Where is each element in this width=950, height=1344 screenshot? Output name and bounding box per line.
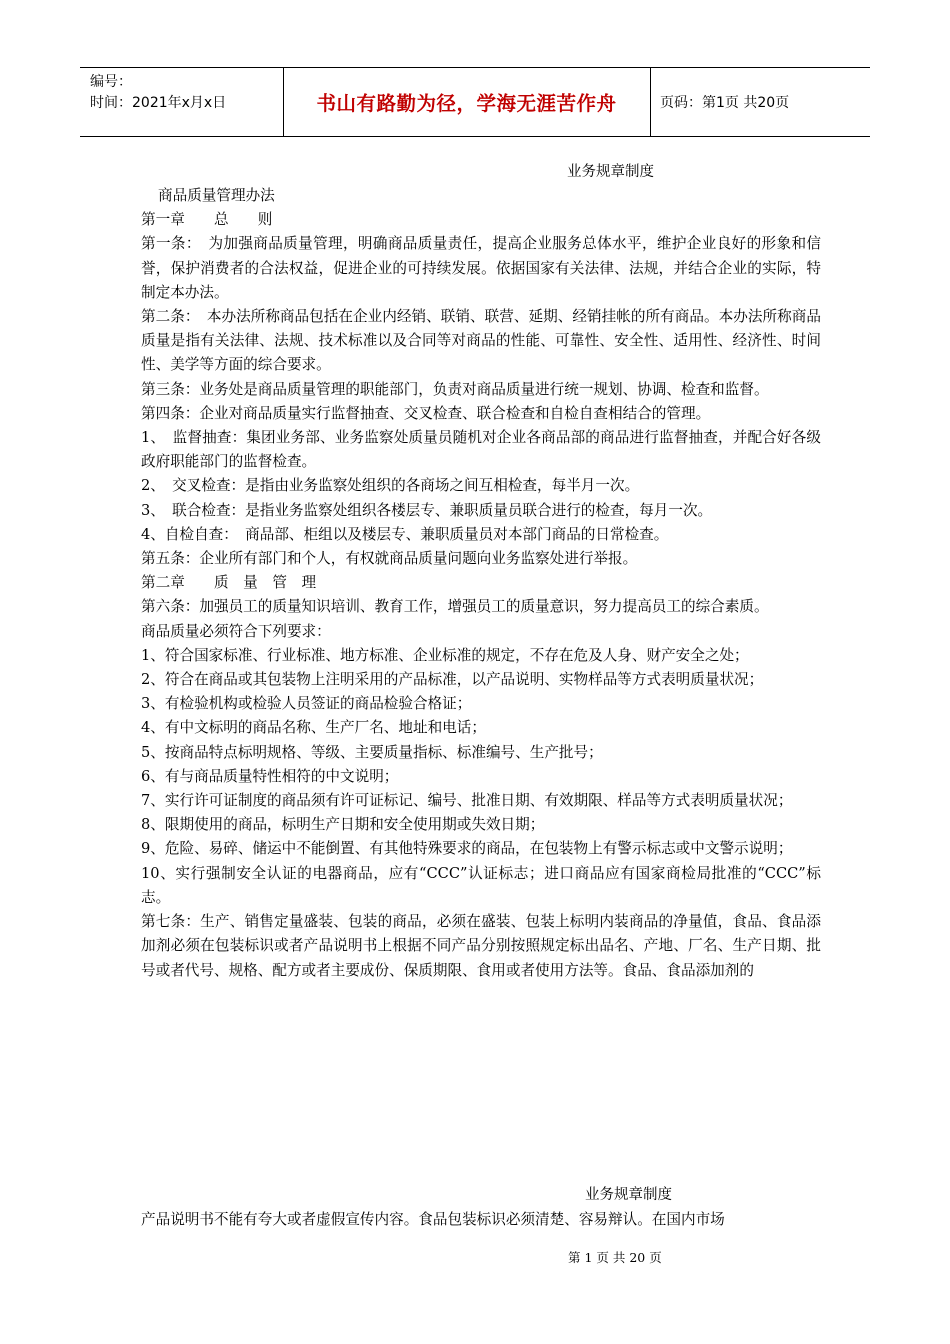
body-paragraph: 第五条：企业所有部门和个人，有权就商品质量问题向业务监察处进行举报。 [141, 550, 638, 568]
time-label: 时间：2021年x月x日 [90, 95, 227, 111]
body-paragraph: 4、自检自查： 商品部、柜组以及楼层专、兼职质量员对本部门商品的日常检查。 [141, 525, 669, 543]
header-motto: 书山有路勤为径，学海无涯苦作舟 [316, 92, 617, 115]
body-paragraph: 第一章 总 则 [141, 211, 273, 229]
header-meta [90, 72, 226, 114]
body-paragraph: 9、危险、易碎、储运中不能倒置、有其他特殊要求的商品，在包装物上有警示标志或中文警示说明； [141, 840, 793, 858]
body-paragraph: 1、 监督抽查：集团业务部、业务监察处质量员随机对企业各商品部的商品进行监督抽查，并配合好各级政府职能部门的监督检查。 [141, 429, 821, 471]
body-paragraph: 第二章 质 量 管 理 [141, 574, 317, 592]
header-page-info: 页码：第1页 共20页 [660, 95, 790, 111]
document-title-repeat: 业务规章制度 [585, 1187, 672, 1203]
page-header [80, 67, 870, 137]
body-paragraph: 10、实行强制安全认证的电器商品，应有“CCC”认证标志；进口商品应有国家商检局批准的“CCC”标志。 [141, 864, 821, 906]
body-paragraph: 第七条：生产、销售定量盛装、包装的商品，必须在盛装、包装上标明内装商品的净量值，食品、食品添加剂必须在包装标识或者产品说明书上根据不同产品分别按照规定标出品名、产地、厂名、生产日期、批号或者代号、规格、配方或者主要成份、保质期限、食用或者使用方法等。食品、食品添加剂的 [141, 913, 821, 979]
body-paragraph: 8、限期使用的商品，标明生产日期和安全使用期或失效日期； [141, 816, 545, 834]
body-paragraph: 第三条：业务处是商品质量管理的职能部门，负责对商品质量进行统一规划、协调、检查和监督。 [141, 380, 769, 398]
body-paragraph: 第一条： 为加强商品质量管理，明确商品质量责任，提高企业服务总体水平，维护企业良好的形象和信誉，保护消费者的合法权益，促进企业的可持续发展。依据国家有关法律、法规，并结合企业的实际，特制定本办法。 [141, 235, 821, 301]
body-paragraph: 第六条：加强员工的质量知识培训、教育工作，增强员工的质量意识，努力提高员工的综合素质。 [141, 598, 769, 616]
number-label: 编号： [90, 74, 132, 90]
header-divider [650, 68, 651, 136]
body-paragraph: 3、有检验机构或检验人员签证的商品检验合格证； [141, 695, 472, 713]
section-heading: 商品质量管理办法 [158, 187, 275, 204]
body-paragraph: 1、符合国家标准、行业标准、地方标准、企业标准的规定，不存在危及人身、财产安全之处； [141, 646, 749, 664]
body-paragraph: 7、实行许可证制度的商品须有许可证标记、编号、批准日期、有效期限、样品等方式表明质量状况； [141, 792, 793, 810]
body-paragraph: 第四条：企业对商品质量实行监督抽查、交叉检查、联合检查和自检自查相结合的管理。 [141, 404, 711, 422]
document-title: 业务规章制度 [567, 164, 654, 180]
continuation-text: 产品说明书不能有夸大或者虚假宣传内容。食品包装标识必须清楚、容易辩认。在国内市场 [141, 1211, 725, 1228]
body-paragraph: 第二条： 本办法所称商品包括在企业内经销、联销、联营、延期、经销挂帐的所有商品。本办法所称商品质量是指有关法律、法规、技术标准以及合同等对商品的性能、可靠性、安全性、适用性、经济性、时间性、美学等方面的综合要求。 [141, 308, 821, 374]
body-paragraph: 2、 交叉检查：是指由业务监察处组织的各商场之间互相检查，每半月一次。 [141, 477, 640, 495]
body-paragraph: 4、有中文标明的商品名称、生产厂名、地址和电话； [141, 719, 486, 737]
body-paragraph: 6、有与商品质量特性相符的中文说明； [141, 767, 399, 785]
body-paragraph: 商品质量必须符合下列要求： [141, 622, 331, 640]
document-body [141, 184, 821, 983]
body-paragraph: 2、符合在商品或其包装物上注明采用的产品标准，以产品说明、实物样品等方式表明质量状况； [141, 671, 764, 689]
body-paragraph: 5、按商品特点标明规格、等级、主要质量指标、标准编号、生产批号； [141, 743, 603, 761]
body-paragraph: 3、 联合检查：是指业务监察处组织各楼层专、兼职质量员联合进行的检查，每月一次。 [141, 501, 713, 519]
page-footer: 第 1 页 共 20 页 [568, 1250, 662, 1265]
